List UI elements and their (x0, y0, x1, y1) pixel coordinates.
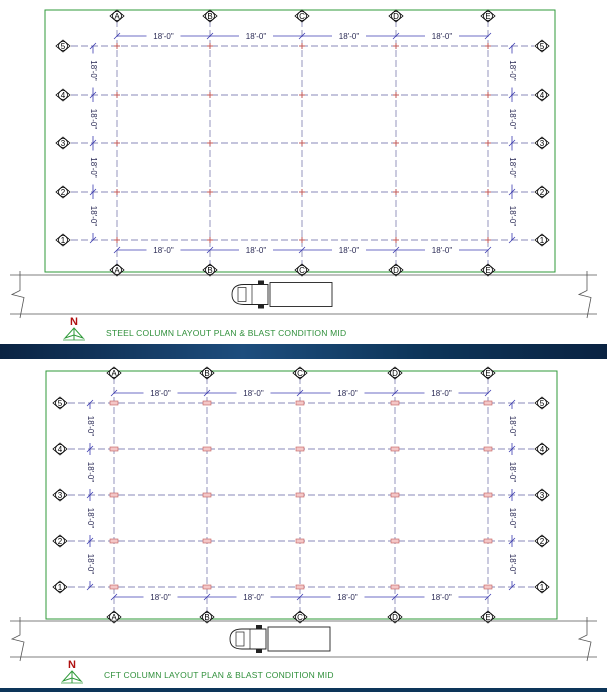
grid-bubble-label: A (114, 266, 120, 275)
cft-column (484, 447, 492, 451)
truck-mirror (258, 305, 264, 309)
row-dimension-right: 18'-0" (507, 157, 517, 178)
grid-bubble-label: 1 (539, 583, 545, 592)
row-bubble-left (53, 443, 67, 455)
grid-bubble-label: B (204, 613, 210, 622)
north-label: N (70, 316, 78, 328)
row-dimension-left: 18'-0" (85, 461, 95, 483)
truck-mirror (258, 281, 264, 285)
truck-cab (232, 285, 268, 305)
column-bubble-top (107, 367, 121, 379)
truck-cargo-box (268, 627, 330, 651)
row-bubble-left (53, 535, 67, 547)
road-break-right (579, 617, 591, 661)
bottom-band (0, 688, 607, 692)
grid-bubble-label: 1 (539, 236, 545, 245)
grid-bubble-label: D (393, 266, 399, 275)
road-break-left (12, 271, 24, 318)
road-break-right (579, 271, 591, 318)
column-bubble-bottom (110, 264, 124, 276)
row-bubble-right (535, 397, 549, 409)
column-bubble-top (388, 367, 402, 379)
grid-bubble-label: D (392, 613, 398, 622)
cft-column (484, 539, 492, 543)
grid-bubble-label: C (297, 369, 303, 378)
grid-bubble-label: 4 (60, 91, 66, 100)
row-bubble-right (535, 234, 549, 246)
truck-icon (232, 281, 332, 309)
column-bubble-bottom (481, 264, 495, 276)
plan-title: STEEL COLUMN LAYOUT PLAN & BLAST CONDITION MID (106, 328, 347, 338)
bay-dimension-top: 18'-0" (153, 32, 174, 41)
cft-column (203, 447, 211, 451)
cft-column (296, 493, 304, 497)
row-bubble-right (535, 535, 549, 547)
row-bubble-right (535, 186, 549, 198)
grid-bubble-label: 3 (57, 491, 63, 500)
column-bubble-top (293, 367, 307, 379)
row-dimension-right: 18'-0" (507, 507, 517, 529)
row-bubble-left (56, 186, 70, 198)
cft-column (484, 401, 492, 405)
grid-bubble-label: 5 (539, 399, 545, 408)
grid-bubble-label: 5 (60, 42, 66, 51)
cft-column (296, 585, 304, 589)
grid-bubble-label: E (485, 266, 491, 275)
row-dimension-right: 18'-0" (507, 415, 517, 437)
row-bubble-left (53, 397, 67, 409)
plan-group (10, 10, 597, 340)
grid-bubble-label: B (204, 369, 210, 378)
cft-column (391, 539, 399, 543)
grid-bubble-label: 2 (539, 537, 545, 546)
row-bubble-left (53, 581, 67, 593)
row-bubble-left (56, 137, 70, 149)
column-bubble-top (203, 10, 217, 22)
site-boundary (45, 10, 555, 272)
grid-bubble-label: C (297, 613, 303, 622)
bay-dimension-top: 18'-0" (243, 389, 264, 398)
grid-bubble-label: E (485, 369, 491, 378)
row-dimension-right: 18'-0" (507, 205, 517, 227)
row-bubble-right (535, 581, 549, 593)
grid-bubble-label: 5 (57, 399, 63, 408)
grid-bubble-label: 1 (57, 583, 63, 592)
cft-column (484, 493, 492, 497)
cft-column-plan-drawing (0, 359, 607, 692)
column-bubble-top (481, 10, 495, 22)
steel-column-plan-panel (0, 0, 607, 344)
row-bubble-left (53, 489, 67, 501)
row-dimension-left: 18'-0" (88, 157, 98, 178)
column-bubble-top (200, 367, 214, 379)
cft-column (110, 493, 118, 497)
grid-bubble-label: 3 (539, 139, 545, 148)
bay-dimension-top: 18'-0" (431, 389, 452, 398)
grid-bubble-label: B (207, 12, 213, 21)
bay-dimension-bottom: 18'-0" (431, 593, 452, 602)
grid-bubble-label: B (207, 266, 213, 275)
row-dimension-left: 18'-0" (85, 415, 95, 437)
grid-bubble-label: E (485, 613, 491, 622)
grid-bubble-label: 2 (539, 188, 545, 197)
bay-dimension-top: 18'-0" (245, 32, 267, 41)
truck-mirror (256, 625, 262, 629)
cft-column (110, 447, 118, 451)
north-arrow-icon (61, 671, 83, 683)
column-bubble-bottom (295, 264, 309, 276)
truck-mirror (256, 649, 262, 653)
bay-dimension-bottom: 18'-0" (153, 246, 174, 255)
column-bubble-top (389, 10, 403, 22)
grid-bubble-label: 4 (539, 91, 545, 100)
truck-cargo-box (270, 283, 332, 307)
row-bubble-right (535, 89, 549, 101)
row-dimension-left: 18'-0" (88, 60, 98, 81)
grid-bubble-label: A (111, 369, 117, 378)
row-dimension-left: 18'-0" (85, 507, 95, 529)
cft-column (296, 447, 304, 451)
cft-column (203, 401, 211, 405)
row-bubble-right (535, 489, 549, 501)
row-dimension-left: 18'-0" (88, 108, 98, 130)
grid-bubble-label: E (485, 12, 491, 21)
grid-bubble-label: C (299, 12, 305, 21)
row-bubble-left (56, 89, 70, 101)
grid-bubble-label: 2 (60, 188, 66, 197)
bay-dimension-bottom: 18'-0" (150, 593, 171, 602)
cft-column (391, 493, 399, 497)
cft-column-plan-panel (0, 359, 607, 692)
row-bubble-right (535, 443, 549, 455)
north-label: N (68, 659, 76, 671)
column-bubble-top (110, 10, 124, 22)
cft-column (296, 401, 304, 405)
row-dimension-right: 18'-0" (507, 553, 517, 575)
truck-icon (230, 625, 330, 653)
grid-bubble-label: A (114, 12, 120, 21)
cft-column (391, 585, 399, 589)
plan-title: CFT COLUMN LAYOUT PLAN & BLAST CONDITION MID (104, 670, 334, 680)
grid-bubble-label: A (111, 613, 117, 622)
grid-bubble-label: 5 (539, 42, 545, 51)
grid-bubble-label: 2 (57, 537, 63, 546)
cft-column (484, 585, 492, 589)
bay-dimension-bottom: 18'-0" (245, 246, 267, 255)
row-bubble-left (56, 40, 70, 52)
cft-column (203, 493, 211, 497)
separator-band (0, 344, 607, 359)
steel-column-plan-drawing (0, 0, 607, 344)
grid-bubble-label: 4 (539, 445, 545, 454)
row-dimension-left: 18'-0" (88, 205, 98, 227)
grid-bubble-label: D (393, 12, 399, 21)
row-dimension-right: 18'-0" (507, 108, 517, 130)
road-break-left (12, 617, 24, 661)
bay-dimension-bottom: 18'-0" (337, 593, 358, 602)
column-bubble-bottom (389, 264, 403, 276)
row-bubble-left (56, 234, 70, 246)
row-dimension-right: 18'-0" (507, 461, 517, 483)
cft-column (110, 539, 118, 543)
column-bubble-bottom (203, 264, 217, 276)
grid-bubble-label: 3 (539, 491, 545, 500)
north-arrow-icon (63, 328, 85, 340)
grid-bubble-label: 4 (57, 445, 63, 454)
grid-bubble-label: D (392, 369, 398, 378)
cft-column (296, 539, 304, 543)
grid-bubble-label: 1 (60, 236, 66, 245)
row-bubble-right (535, 137, 549, 149)
plan-group (10, 367, 597, 683)
row-dimension-right: 18'-0" (507, 60, 517, 81)
column-bubble-top (481, 367, 495, 379)
cft-column (110, 401, 118, 405)
column-bubble-top (295, 10, 309, 22)
truck-cab (230, 629, 266, 649)
bay-dimension-top: 18'-0" (338, 32, 360, 41)
cft-column (110, 585, 118, 589)
bay-dimension-top: 18'-0" (150, 389, 171, 398)
bay-dimension-top: 18'-0" (337, 389, 358, 398)
cft-column (391, 447, 399, 451)
grid-bubble-label: C (299, 266, 305, 275)
grid-bubble-label: 3 (60, 139, 66, 148)
row-bubble-right (535, 40, 549, 52)
row-dimension-left: 18'-0" (85, 553, 95, 575)
cft-column (391, 401, 399, 405)
bay-dimension-bottom: 18'-0" (243, 593, 264, 602)
bay-dimension-bottom: 18'-0" (431, 246, 453, 255)
bay-dimension-top: 18'-0" (431, 32, 453, 41)
bay-dimension-bottom: 18'-0" (338, 246, 360, 255)
cft-column (203, 585, 211, 589)
cft-column (203, 539, 211, 543)
